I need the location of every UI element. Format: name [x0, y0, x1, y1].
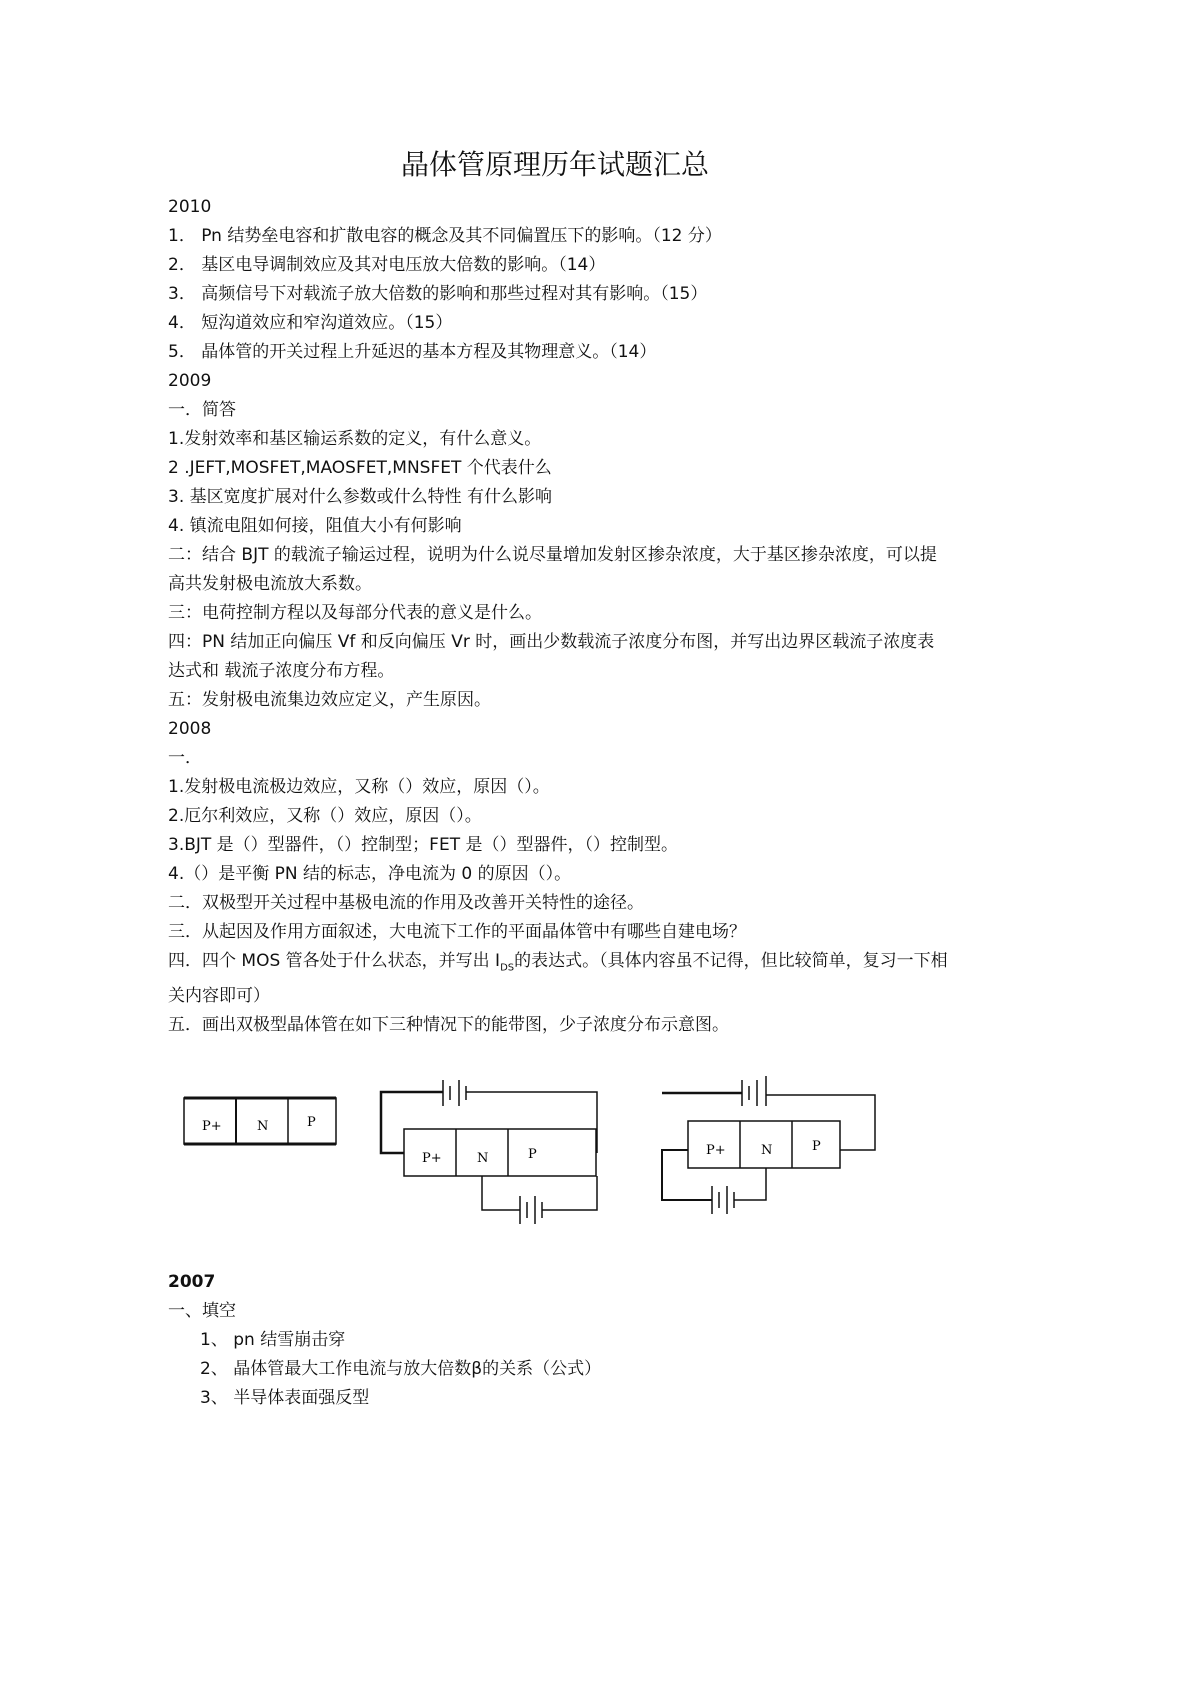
question: 2.厄尔利效应，又称（）效应，原因（）。	[168, 806, 482, 826]
question: 2 .JEFT,MOSFET,MAOSFET,MNSFET 个代表什么	[168, 458, 552, 478]
subsection-heading: 一、填空	[168, 1301, 236, 1321]
region-label: P+	[422, 1151, 442, 1166]
question: 1.发射效率和基区输运系数的定义，有什么意义。	[168, 429, 542, 449]
diagram-biased-1	[381, 1080, 597, 1224]
question: 3、 半导体表面强反型	[200, 1388, 370, 1408]
question: 1.发射极电流极边效应，又称（）效应，原因（）。	[168, 777, 550, 797]
question: 4. 镇流电阻如何接，阻值大小有何影响	[168, 516, 462, 536]
question: 五：发射极电流集边效应定义，产生原因。	[168, 690, 491, 710]
question: 1、 pn 结雪崩击穿	[200, 1330, 346, 1350]
question: 5． 晶体管的开关过程上升延迟的基本方程及其物理意义。（14）	[168, 342, 657, 362]
q4-subscript: DS	[500, 962, 515, 974]
question: 五．画出双极型晶体管在如下三种情况下的能带图，少子浓度分布示意图。	[168, 1015, 729, 1036]
diagram-unbiased	[184, 1098, 336, 1144]
region-label: N	[761, 1143, 773, 1158]
question	[168, 947, 948, 1011]
region-label: P+	[202, 1119, 222, 1134]
question: 二：结合 BJT 的载流子输运过程，说明为什么说尽量增加发射区掺杂浓度，大于基区掺杂浓度，可以提高共发射极电流放大系数。	[168, 545, 937, 594]
year-heading: 2009	[168, 371, 212, 391]
region-label: P+	[706, 1143, 726, 1158]
question: 1． Pn 结势垒电容和扩散电容的概念及其不同偏置压下的影响。（12 分）	[168, 226, 722, 246]
year-heading: 2010	[168, 197, 212, 217]
question: 2、 晶体管最大工作电流与放大倍数β的关系（公式）	[200, 1359, 602, 1379]
question: 3. 基区宽度扩展对什么参数或什么特性 有什么影响	[168, 487, 553, 507]
question: 4.（）是平衡 PN 结的标志，净电流为 0 的原因（）。	[168, 864, 572, 884]
question: 4． 短沟道效应和窄沟道效应。（15）	[168, 313, 453, 333]
year-heading: 2008	[168, 719, 212, 739]
region-label: P	[307, 1115, 316, 1130]
region-label: N	[257, 1119, 269, 1134]
question: 二．双极型开关过程中基极电流的作用及改善开关特性的途径。	[168, 893, 644, 913]
section-2010	[168, 193, 948, 1040]
question: 2． 基区电导调制效应及其对电压放大倍数的影响。（14）	[168, 255, 606, 275]
question: 一．简答	[168, 400, 236, 420]
diagram-biased-2	[662, 1076, 875, 1214]
year-heading: 2007	[168, 1272, 216, 1292]
region-label: N	[477, 1151, 489, 1166]
question: 一．	[168, 748, 202, 768]
region-label: P	[528, 1147, 537, 1162]
section-2007	[168, 1268, 948, 1413]
question: 三．从起因及作用方面叙述，大电流下工作的平面晶体管中有哪些自建电场？	[168, 922, 746, 942]
question: 3． 高频信号下对载流子放大倍数的影响和那些过程对其有影响。（15）	[168, 284, 708, 304]
q4-text-post: 的表达式。（具体内容虽不记得，但比较简单，复习一下相关内容即可）	[168, 951, 948, 1007]
question: 3.BJT 是（）型器件，（）控制型；FET 是（）型器件，（）控制型。	[168, 835, 678, 855]
q4-text-pre: 四．四个 MOS 管各处于什么状态，并写出 I	[168, 951, 501, 971]
question: 三：电荷控制方程以及每部分代表的意义是什么。	[168, 603, 542, 623]
document-title: 晶体管原理历年试题汇总	[400, 148, 709, 181]
question: 四：PN 结加正向偏压 Vf 和反向偏压 Vr 时，画出少数载流子浓度分布图，并写出边界区载流子浓度表达式和 载流子浓度分布方程。	[168, 632, 935, 681]
region-label: P	[812, 1139, 821, 1154]
